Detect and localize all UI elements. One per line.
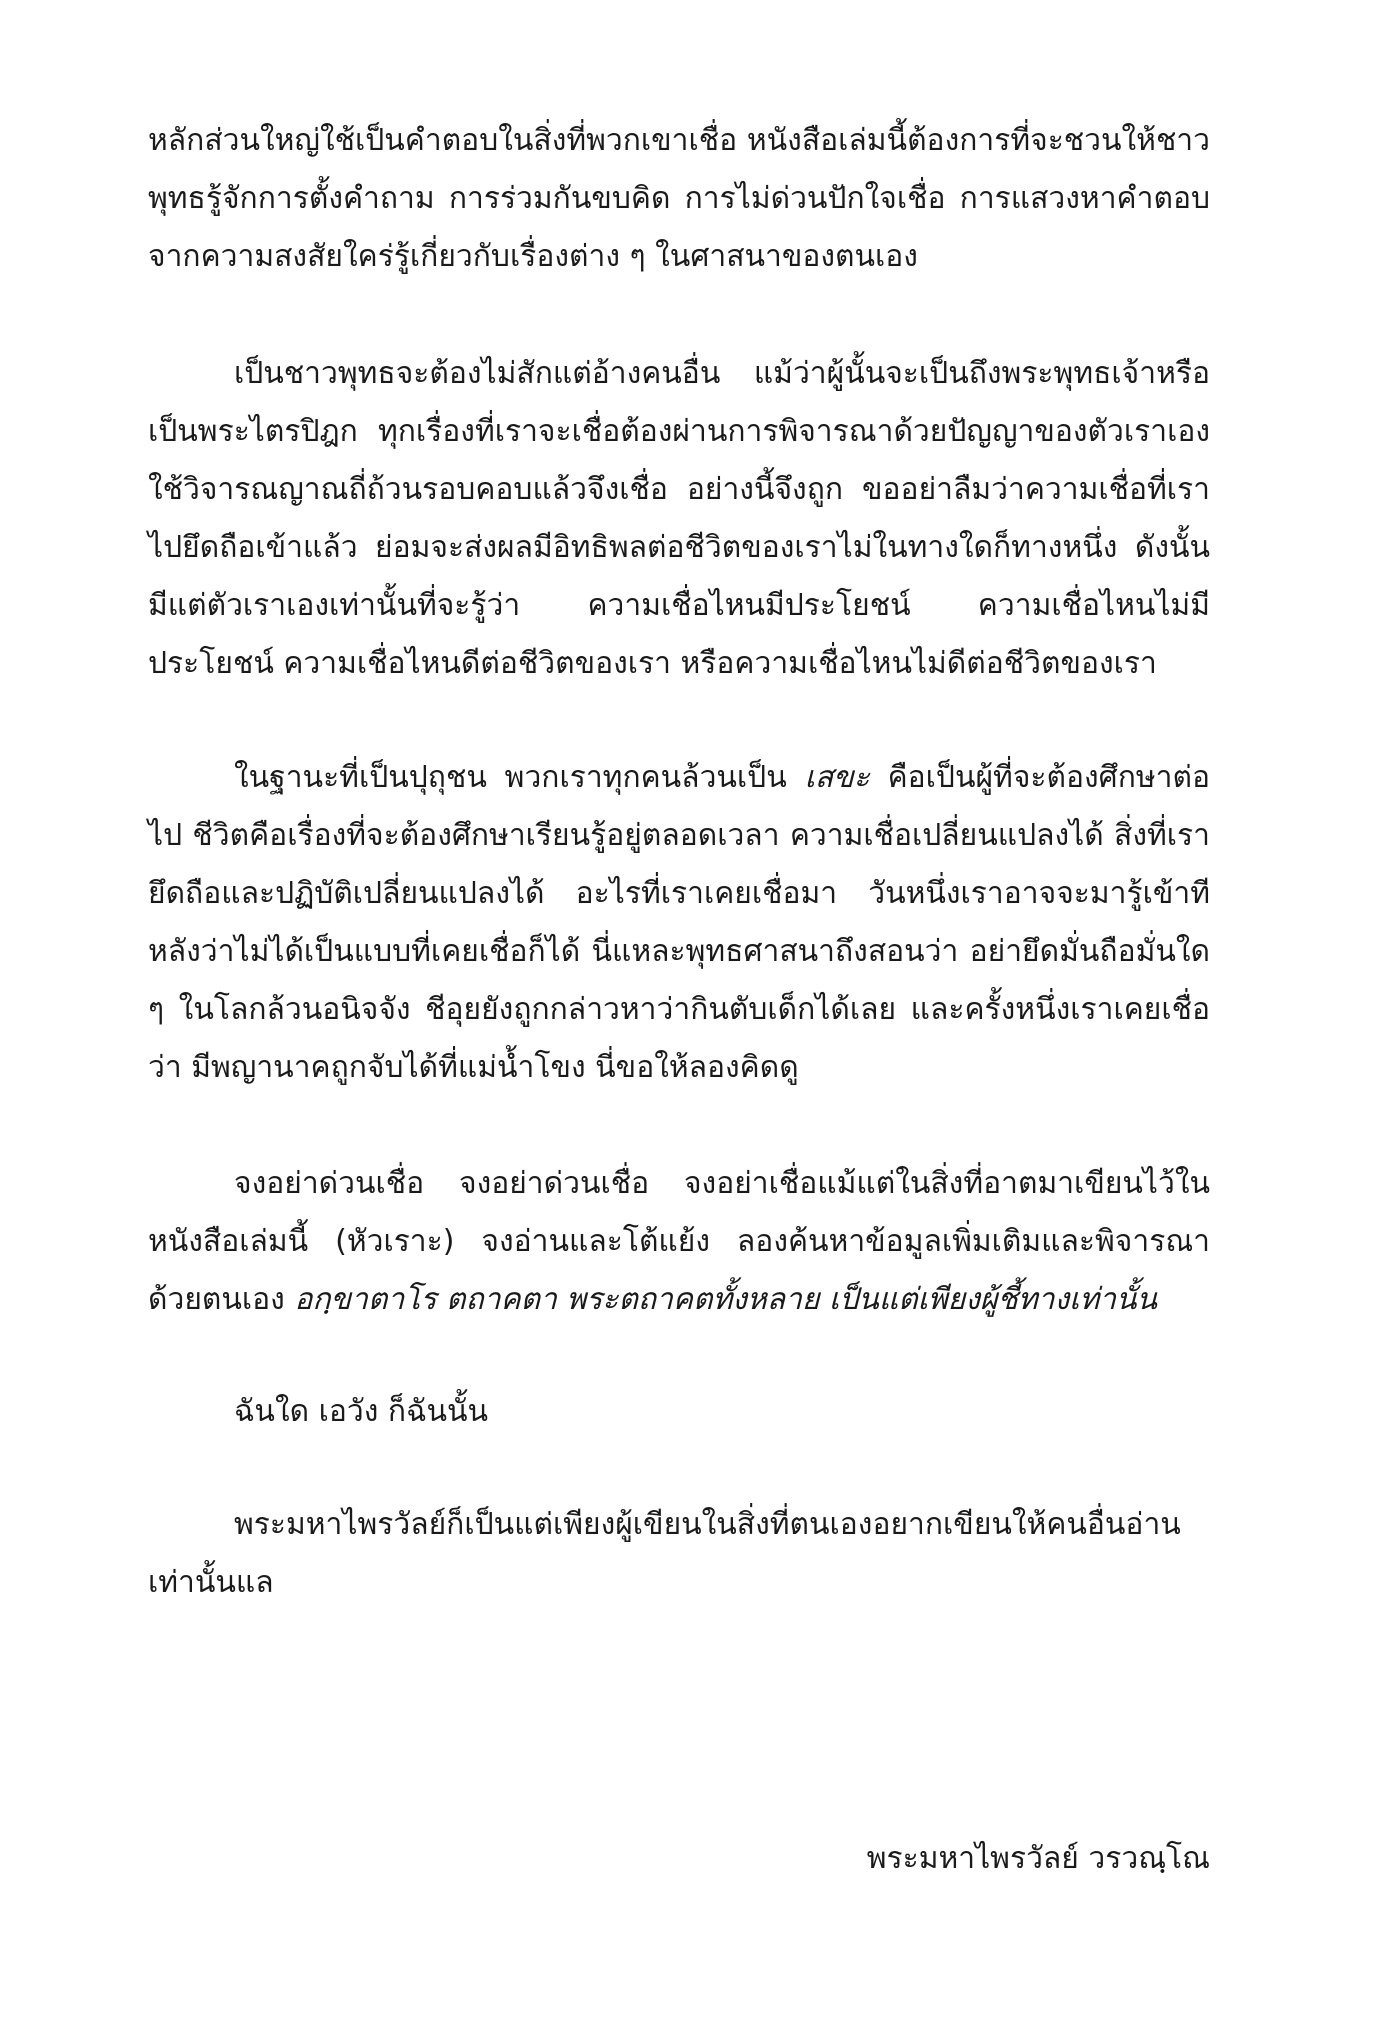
paragraph-4 bbox=[148, 1155, 1210, 1329]
paragraph-6: พระมหาไพรวัลย์ก็เป็นแต่เพียงผู้เขียนในสิ่งที่ตนเองอยากเขียนให้คนอื่นอ่านเท่านั้นแล bbox=[148, 1507, 1181, 1600]
paragraph-4-italic-quote: อกฺขาตาโร ตถาคตา พระตถาคตทั้งหลาย เป็นแต่เพียงผู้ชี้ทางเท่านั้น bbox=[294, 1282, 1157, 1317]
paragraph-3-before: ในฐานะที่เป็นปุถุชน พวกเราทุกคนล้วนเป็น bbox=[234, 760, 805, 795]
paragraph-3-italic-term: เสขะ bbox=[804, 760, 870, 795]
document-page bbox=[148, 112, 1210, 1972]
paragraph-4-before: จงอย่าด่วนเชื่อ จงอย่าด่วนเชื่อ จงอย่าเชื่อแม้แต่ในสิ่งที่อาตมาเขียนไว้ในหนังสือเล่มนี้ (หัวเราะ) จงอ่านและโต้แย้ง ลองค้นหาข้อมูลเพิ่มเติมและพิจารณาด้วยตนเอง bbox=[148, 1166, 1210, 1317]
paragraph-2: เป็นชาวพุทธจะต้องไม่สักแต่อ้างคนอื่น แม้ว่าผู้นั้นจะเป็นถึงพระพุทธเจ้าหรือเป็นพระไตรปิฎก ทุกเรื่องที่เราจะเชื่อต้องผ่านการพิจารณาด้วยปัญญาของตัวเราเอง ใช้วิจารณญาณถี่ถ้วนรอบคอบแล้วจึงเชื่อ อย่างนี้จึงถูก ขออย่าลืมว่าความเชื่อที่เราไปยึดถือเข้าแล้ว ย่อมจะส่งผลมีอิทธิพลต่อชีวิตของเราไม่ในทางใดก็ทางหนึ่ง ดังนั้นมีแต่ตัวเราเองเท่านั้นที่จะรู้ว่า ความเชื่อไหนมีประโยชน์ ความเชื่อไหนไม่มีประโยชน์ ความเชื่อไหนดีต่อชีวิตของเรา หรือความเชื่อไหนไม่ดีต่อชีวิตของเรา bbox=[148, 356, 1210, 681]
paragraph-5: ฉันใด เอวัง ก็ฉันนั้น bbox=[234, 1394, 489, 1429]
paragraph-1: หลักส่วนใหญ่ใช้เป็นคำตอบในสิ่งที่พวกเขาเชื่อ หนังสือเล่มนี้ต้องการที่จะชวนให้ชาวพุทธรู้จักการตั้งคำถาม การร่วมกันขบคิด การไม่ด่วนปักใจเชื่อ การแสวงหาคำตอบจากความสงสัยใคร่รู้เกี่ยวกับเรื่องต่าง ๆ ในศาสนาของตนเอง bbox=[148, 123, 1210, 274]
paragraph-3 bbox=[148, 749, 1210, 1097]
paragraph-3-after: คือเป็นผู้ที่จะต้องศึกษาต่อไป ชีวิตคือเรื่องที่จะต้องศึกษาเรียนรู้อยู่ตลอดเวลา ความเชื่อเปลี่ยนแปลงได้ สิ่งที่เรายึดถือและปฏิบัติเปลี่ยนแปลงได้ อะไรที่เราเคยเชื่อมา วันหนึ่งเราอาจจะมารู้เข้าทีหลังว่าไม่ได้เป็นแบบที่เคยเชื่อก็ได้ นี่แหละพุทธศาสนาถึงสอนว่า อย่ายึดมั่นถือมั่นใด ๆ ในโลกล้วนอนิจจัง ชีอุยยังถูกกล่าวหาว่ากินตับเด็กได้เลย และครั้งหนึ่งเราเคยเชื่อว่า มีพญานาคถูกจับได้ที่แม่น้ำโขง นี่ขอให้ลองคิดดู bbox=[148, 760, 1210, 1085]
author-signature: พระมหาไพรวัลย์ วรวณฺโณ bbox=[866, 1841, 1210, 1876]
